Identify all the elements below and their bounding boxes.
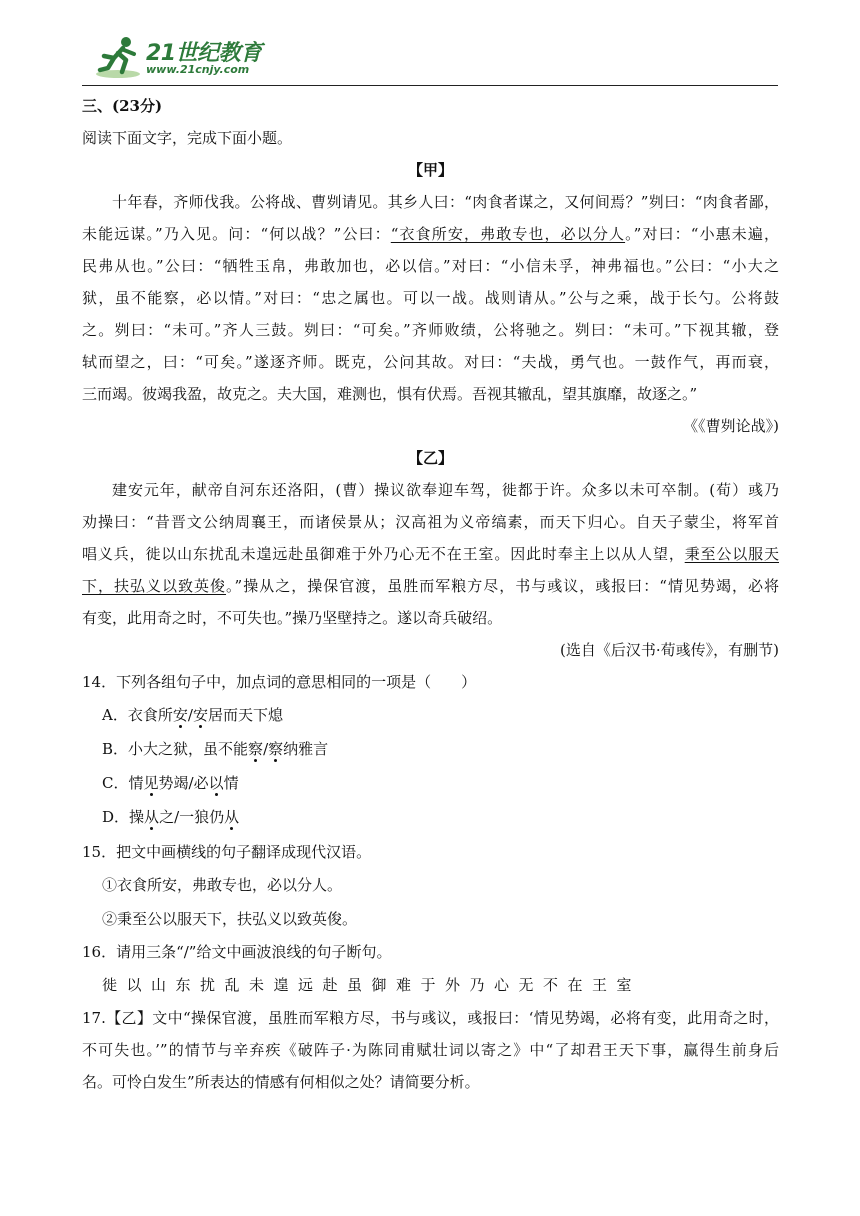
dotted-word: 安 [172, 706, 188, 724]
passage-b-line: 下，扶弘义以致英俊。”操从之，操保官渡，虽胜而军粮方尽，书与彧议，彧报曰：“情见势竭，必将 [82, 577, 779, 595]
passage-a-line: 三而竭。彼竭我盈，故克之。夫大国，难测也，惧有伏焉。吾视其辙乱，望其旗靡，故逐之。” [82, 385, 698, 403]
underlined-sentence-2a: 秉至公以服天 [684, 545, 779, 563]
passage-b-source: (选自《后汉书·荀彧传》，有删节) [560, 641, 779, 659]
passage-a-source: 《《曹刿论战》) [683, 417, 779, 435]
dotted-word: 察 [248, 740, 264, 758]
q17-line: 名。可怜白发生”所表达的情感有何相似之处？请简要分析。 [82, 1073, 480, 1091]
passage-b-line: 劝操曰：“昔晋文公纳周襄王，而诸侯景从；汉高祖为义帝缟素，而天下归心。自天子蒙尘，将军首 [82, 513, 779, 531]
logo-text: 21世纪教育 [146, 41, 262, 66]
passage-a-line: 未能远谋。”乃入见。问：“何以战？”公曰：“衣食所安，弗敢专也，必以分人。”对曰：“小惠未遍， [82, 225, 779, 243]
exam-content [82, 90, 779, 1098]
dotted-word: 从 [144, 808, 160, 826]
passage-b-line: 有变，此用奇之时，不可失也。”操乃坚壁持之。遂以奇兵破绍。 [82, 609, 503, 627]
q15-stem: 15．把文中画横线的句子翻译成现代汉语。 [82, 843, 372, 861]
logo-url: www.21cnjy.com [146, 63, 250, 76]
passage-a-line: 狱，虽不能察，必以情。”对曰：“忠之属也。可以一战。战则请从。”公与之乘，战于长勺。公将鼓 [82, 289, 779, 307]
q14-option-d[interactable]: D．操从之/一狼仍从 [102, 808, 240, 826]
dotted-word: 见 [143, 774, 159, 792]
passage-a-line: 十年春，齐师伐我。公将战、曹刿请见。其乡人曰：“肉食者谋之，又何间焉？”刿曰：“肉食者鄙， [112, 193, 779, 211]
passage-b-line: 唱义兵，徙以山东扰乱未遑远赴虽御难于外乃心无不在王室。因此时奉主上以从人望，秉至公以服天 [82, 545, 779, 563]
site-logo[interactable] [96, 34, 266, 82]
passage-b-heading: 【乙】 [407, 449, 453, 467]
section-intro: 阅读下面文字，完成下面小题。 [82, 129, 293, 147]
passage-a-line: 轼而望之，曰：“可矣。”遂逐齐师。既克，公问其故。对曰：“夫战，勇气也。一鼓作气，再而衰， [82, 353, 779, 371]
underlined-sentence-2b: 下，扶弘义以致英俊 [82, 577, 227, 595]
passage-a-line: 之。刿曰：“未可。”齐人三鼓。刿曰：“可矣。”齐师败绩，公将驰之。刿曰：“未可。”下视其辙，登 [82, 321, 779, 339]
dotted-word: 安 [192, 706, 208, 724]
passage-a-line: 民弗从也。”公曰：“牺牲玉帛，弗敢加也，必以信。”对曰：“小信未孚，神弗福也。”公曰：“小大之 [82, 257, 779, 275]
q16-sentence: 徙以山东扰乱未遑远赴虽御难于外乃心无不在王室 [102, 976, 642, 994]
q15-item-2: ②秉至公以服天下，扶弘义以致英俊。 [102, 910, 358, 928]
q14-option-b[interactable]: B．小大之狱，虽不能察/察纳雅言 [102, 740, 329, 758]
dotted-word: 察 [268, 740, 284, 758]
dotted-word: 从 [224, 808, 240, 826]
running-man-icon [96, 34, 144, 80]
q16-stem: 16．请用三条“/”给文中画波浪线的句子断句。 [82, 943, 392, 961]
q15-item-1: ①衣食所安，弗敢专也，必以分人。 [102, 876, 343, 894]
underlined-sentence-1: “衣食所安，弗敢专也，必以分人 [390, 225, 626, 243]
header-divider [82, 85, 778, 86]
q14-stem: 14．下列各组句子中，加点词的意思相同的一项是（ ） [82, 673, 477, 691]
passage-b-line: 建安元年，献帝自河东还洛阳，(曹）操议欲奉迎车驾，徙都于许。众多以未可卒制。(荀）彧乃 [112, 481, 779, 499]
dotted-word: 以 [208, 774, 224, 792]
q17-line: 不可失也。’”的情节与辛弃疾《破阵子·为陈同甫赋壮词以寄之》中“了却君王天下事，赢得生前身后 [82, 1041, 779, 1059]
q14-option-c[interactable]: C．情见势竭/必以情 [102, 774, 239, 792]
page-header [0, 0, 860, 90]
passage-a-heading: 【甲】 [407, 161, 453, 179]
q14-option-a[interactable]: A．衣食所安/安居而天下熄 [102, 706, 283, 724]
q17-line: 17.【乙】文中“操保官渡，虽胜而军粮方尽，书与彧议，彧报曰：‘情见势竭，必将有变，此用奇之时， [82, 1009, 779, 1027]
section-title: 三、(23分) [82, 97, 163, 115]
